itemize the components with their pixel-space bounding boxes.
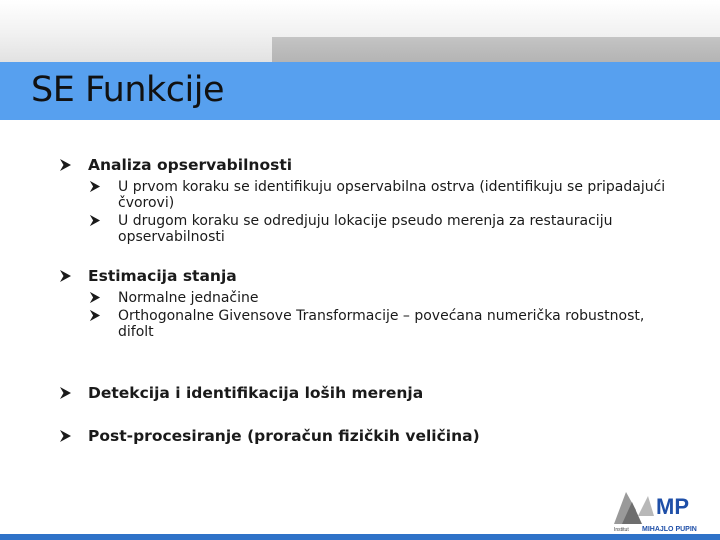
sub-bullet-text: U drugom koraku se odredjuju lokacije pseudo merenja za restauraciju opservabilnosti xyxy=(118,213,613,245)
arrowhead-bullet-icon xyxy=(88,214,101,227)
sub-bullets-estimacija xyxy=(88,290,678,340)
sub-bullet xyxy=(88,308,678,340)
bullet-detekcija xyxy=(58,384,678,403)
bottom-bar xyxy=(0,534,720,540)
sub-bullet xyxy=(88,213,678,245)
arrowhead-bullet-icon xyxy=(58,429,72,443)
logo-brand: MP xyxy=(656,494,689,519)
bullet-text: Analiza opservabilnosti xyxy=(88,156,293,174)
arrowhead-bullet-icon xyxy=(58,269,72,283)
arrowhead-bullet-icon xyxy=(88,291,101,304)
sub-bullet xyxy=(88,179,678,211)
header-grey-strip xyxy=(272,37,720,62)
slide-title: SE Funkcije xyxy=(31,70,225,110)
slide-content xyxy=(58,156,678,446)
bullet-text: Post-procesiranje (proračun fizičkih veličina) xyxy=(88,427,480,445)
logo-small-text: Institut xyxy=(614,527,629,533)
bullet-text: Estimacija stanja xyxy=(88,267,237,285)
bullet-text: Detekcija i identifikacija loših merenja xyxy=(88,384,424,402)
sub-bullet-text: Normalne jednačine xyxy=(118,290,259,306)
sub-bullet xyxy=(88,290,678,306)
sub-bullet-text: Orthogonalne Givensove Transformacije – povećana numerička robustnost, difolt xyxy=(118,308,645,340)
logo-emblem-icon xyxy=(614,492,654,524)
arrowhead-bullet-icon xyxy=(58,158,72,172)
arrowhead-bullet-icon xyxy=(58,386,72,400)
sub-bullet-text: U prvom koraku se identifikuju opservabilna ostrva (identifikuju se pripadajući čvorovi) xyxy=(118,179,666,211)
bullet-analiza xyxy=(58,156,678,175)
bullet-post-procesiranje xyxy=(58,427,678,446)
arrowhead-bullet-icon xyxy=(88,180,101,193)
arrowhead-bullet-icon xyxy=(88,309,101,322)
logo-caption: MIHAJLO PUPIN xyxy=(642,526,697,533)
bullet-estimacija xyxy=(58,267,678,286)
mihajlo-pupin-logo xyxy=(608,486,712,534)
sub-bullets-analiza xyxy=(88,179,678,245)
